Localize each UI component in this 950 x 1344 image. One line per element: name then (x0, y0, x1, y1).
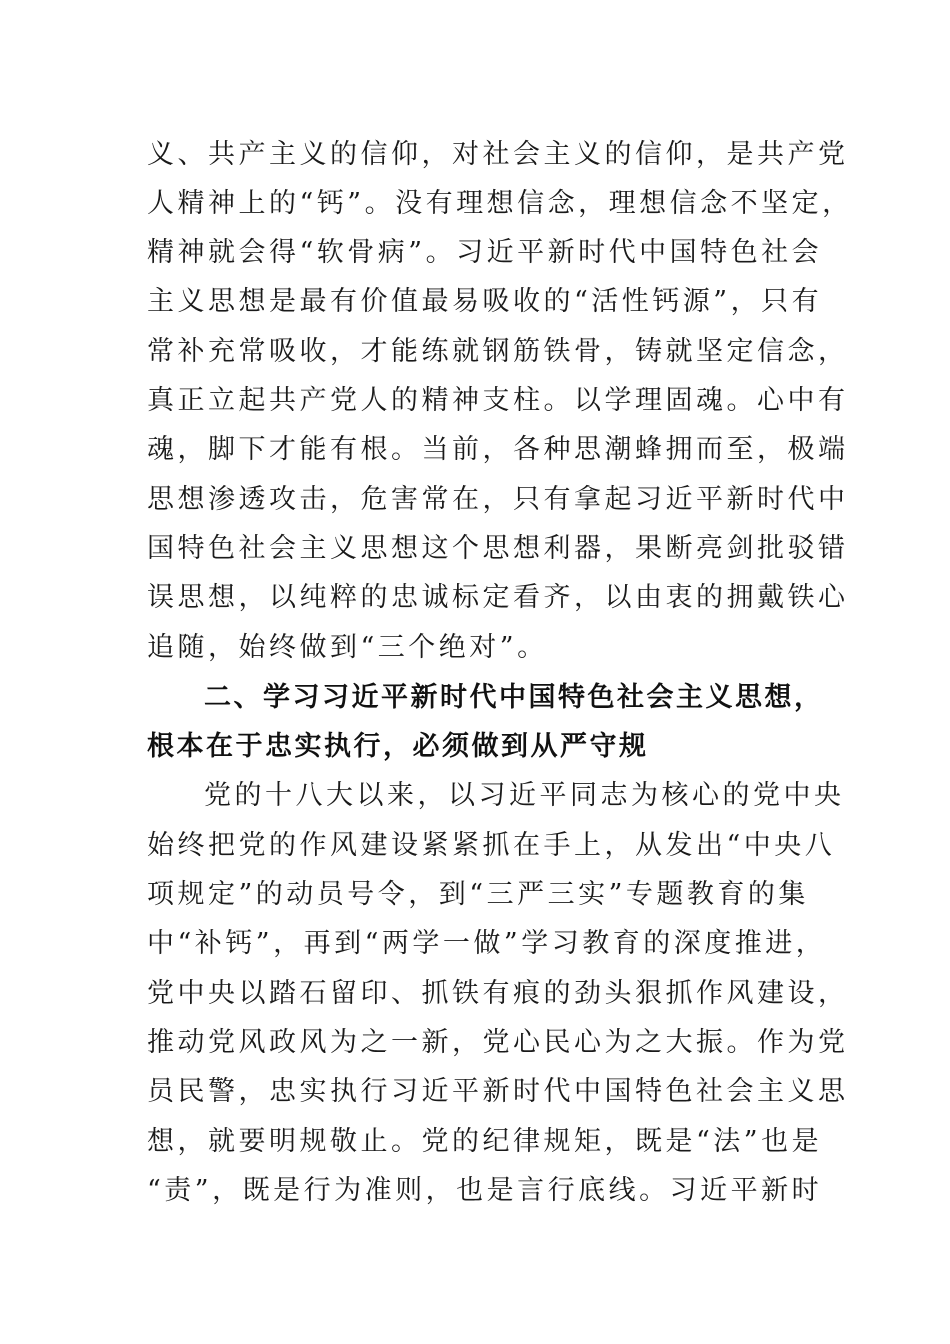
paragraph-2-line: 党的十八大以来，以习近平同志为核心的党中央 (204, 780, 845, 811)
paragraph-2-line: 党中央以踏石留印、抓铁有痕的劲头狠抓作风建设， (147, 978, 849, 1009)
paragraph-1-line: 追随，始终做到“三个绝对”。 (147, 632, 548, 663)
section-heading: 二、学习习近平新时代中国特色社会主义思想， (204, 682, 824, 713)
paragraph-2-line: 推动党风政风为之一新，党心民心为之大振。作为党 (147, 1027, 849, 1058)
section-heading: 根本在于忠实执行，必须做到从严守规 (147, 731, 649, 762)
paragraph-1-line: 魂，脚下才能有根。当前，各种思潮蜂拥而至，极端 (147, 434, 849, 465)
paragraph-2-line: “责”，既是行为准则，也是言行底线。习近平新时 (147, 1175, 823, 1206)
paragraph-1-line: 主义思想是最有价值最易吸收的“活性钙源”，只有 (147, 286, 823, 317)
paragraph-1-line: 精神就会得“软骨病”。习近平新时代中国特色社会 (147, 237, 823, 268)
paragraph-2-line: 员民警，忠实执行习近平新时代中国特色社会主义思 (147, 1076, 849, 1107)
paragraph-2-line: 想，就要明规敬止。党的纪律规矩，既是“法”也是 (147, 1126, 823, 1157)
paragraph-1-line: 思想渗透攻击，危害常在，只有拿起习近平新时代中 (147, 484, 849, 515)
paragraph-1-line: 义、共产主义的信仰，对社会主义的信仰，是共产党 (147, 139, 849, 170)
paragraph-1-line: 误思想，以纯粹的忠诚标定看齐，以由衷的拥戴铁心 (147, 582, 849, 613)
paragraph-2-line: 项规定”的动员号令，到“三严三实”专题教育的集 (147, 879, 809, 910)
paragraph-1-line: 国特色社会主义思想这个思想利器，果断亮剑批驳错 (147, 533, 849, 564)
paragraph-1-line: 常补充常吸收，才能练就钢筋铁骨，铸就坚定信念， (147, 336, 849, 367)
paragraph-1-line: 真正立起共产党人的精神支柱。以学理固魂。心中有 (147, 385, 849, 416)
paragraph-2-line: 始终把党的作风建设紧紧抓在手上，从发出“中央八 (147, 830, 836, 861)
paragraph-2-line: 中“补钙”，再到“两学一做”学习教育的深度推进， (147, 928, 827, 959)
paragraph-1-line: 人精神上的“钙”。没有理想信念，理想信念不坚定， (147, 188, 853, 219)
